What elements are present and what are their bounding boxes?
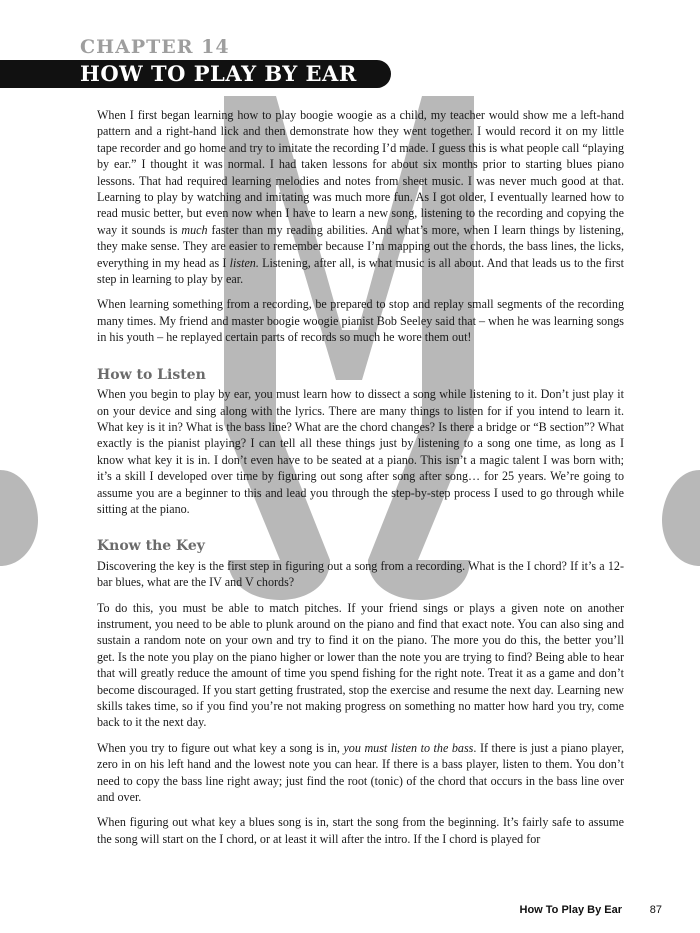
know-the-key-paragraph-4: When figuring out what key a blues song is in, start the song from the beginning. It’s fairly safe to assume the song will start on the I chord, or at least it will after the intro. If the I chord is played for [97, 815, 624, 846]
how-to-listen-paragraph: When you begin to play by ear, you must learn how to dissect a song while listening to it. Don’t just play it on your device and sing along with the lyrics. There are many things to listen for if you intend to learn it. What key is it in? What is the bass line? What are the chord changes? Is there a bridge or “B section”? What exactly is the pianist playing? I can tell all these things just by listening to a song one time, as long as I know what key it is in. I don’t even have to be seated at a piano. This isn’t a magic talent I was born with; it’s a skill I developed over time by figuring out song after song after song… for 25 years. We’re going to assume you are a beginner to this and lead you through the step-by-step process I used to go through while sitting at the piano. [97, 387, 624, 516]
footer-running-title: How To Play By Ear [519, 904, 622, 916]
page-number: 87 [649, 904, 662, 916]
intro-text-b: faster than my reading abilities. And what’s more, when I learn things by listening, they make sense. They are easier to remember because I’m mapping out the chords, the bass lines, the licks, everything in my head as I [97, 222, 624, 270]
know-the-key-paragraph-2: To do this, you must be able to match pitches. If your friend sings or plays a given note on another instrument, you need to be able to plunk around on the piano and find that exact note. You can also sing and sustain a random note on your own and try to find it on the piano. The more you do this, the better you’ll get. Is the note you play on the piano higher or lower than the note you are trying to find? Being able to hear that will greatly reduce the amount of time you spend fishing for the right note. Treat it as a game and don’t become discouraged. If you start getting frustrated, stop the exercise and resume the next day. Learning new skills takes time, so if you find you’re not making progress on something no matter how hard you try, come back to it the next day. [97, 600, 624, 730]
intro-emphasis-listen: listen. [229, 255, 259, 270]
bass-emphasis: you must listen to the bass [343, 740, 474, 755]
bass-text-a: When you try to figure out what key a song is in, [97, 740, 344, 755]
chapter-body [97, 107, 624, 856]
chapter-title: HOW TO PLAY BY EAR [80, 61, 357, 86]
know-the-key-paragraph-3 [97, 740, 624, 806]
intro-emphasis-much: much [181, 222, 208, 237]
chapter-label: CHAPTER 14 [80, 36, 230, 58]
intro-paragraph-2: When learning something from a recording, be prepared to stop and replay small segments of the recording many times. My friend and master boogie woogie pianist Bob Seeley said that – when he was learning songs in his youth – he replayed certain parts of records so much he wore them out! [97, 297, 624, 345]
intro-text-c: Listening, after all, is what music is all about. And that leads us to the first step in learning to play by ear. [97, 255, 624, 287]
section-heading-how-to-listen: How to Listen [97, 366, 206, 383]
bass-text-b: . If there is just a piano player, zero in on his left hand and the lowest note you can hear. If there is a bass player, listen to them. You don’t need to copy the bass line right away; just find the root (tonic) of the chord that occurs in the bass line over and over. [97, 740, 624, 805]
intro-paragraph-1 [97, 107, 624, 287]
know-the-key-paragraph-1: Discovering the key is the first step in figuring out a song from a recording. What is the I chord? If it’s a 12-bar blues, what are the IV and V chords? [97, 558, 624, 590]
section-heading-know-the-key: Know the Key [97, 538, 205, 555]
intro-text-a: When I first began learning how to play boogie woogie as a child, my teacher would show me a left-hand pattern and a right-hand lick and then demonstrate how they went together. I would record it on my little tape recorder and go home and try to imitate the recording I’d made. I guess this is what people call “playing by ear.” I thought it was normal. I had taken lessons for about six months prior to starting blues piano lessons. That had required learning melodies and notes from sheet music. I was never much good at that. Learning to play by watching and imitating was much more fun. As I got older, I eventually learned how to read music better, but even now when I have to learn a new song, listening to the recording and copying the way it sounds is [97, 108, 624, 237]
